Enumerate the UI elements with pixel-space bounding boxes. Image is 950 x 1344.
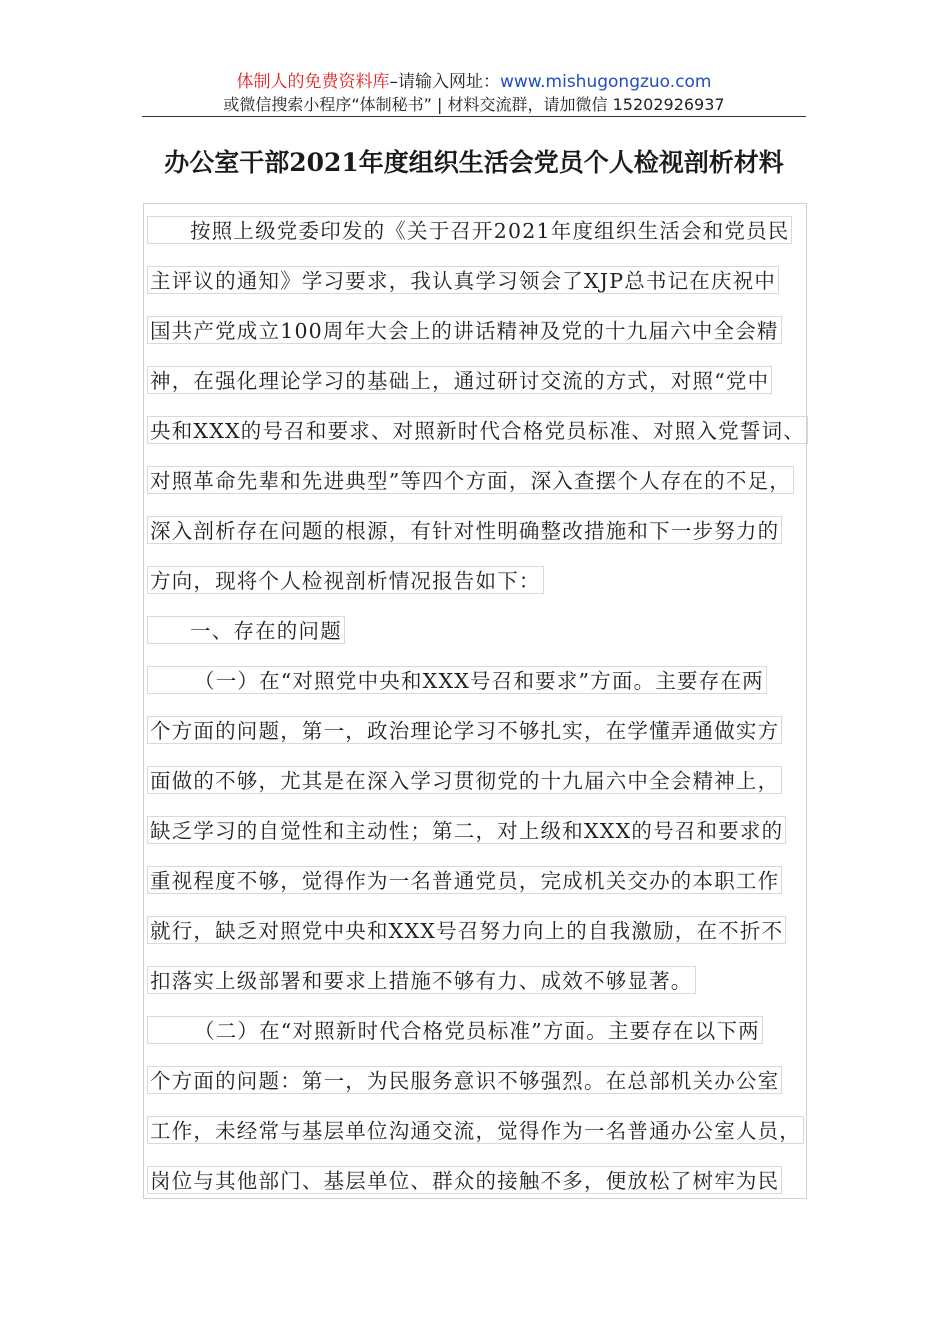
body-line: 国共产党成立100周年大会上的讲话精神及党的十九届六中全会精 — [147, 316, 782, 344]
header-divider — [142, 116, 806, 117]
body-line: 重视程度不够，觉得作为一名普通党员，完成机关交办的本职工作 — [147, 866, 782, 894]
body-line: 按照上级党委印发的《关于召开2021年度组织生活会和党员民 — [147, 216, 792, 244]
body-line: 个方面的问题，第一，政治理论学习不够扎实，在学懂弄通做实方 — [147, 716, 782, 744]
body-line: 主评议的通知》学习要求，我认真学习领会了XJP总书记在庆祝中 — [147, 266, 779, 294]
body-line: 对照革命先辈和先进典型”等四个方面，深入查摆个人存在的不足， — [147, 466, 794, 494]
body-line: 工作，未经常与基层单位沟通交流，觉得作为一名普通办公室人员， — [147, 1116, 804, 1144]
body-line: 岗位与其他部门、基层单位、群众的接触不多，便放松了树牢为民 — [147, 1166, 782, 1194]
body-line: 方向，现将个人检视剖析情况报告如下： — [147, 566, 544, 594]
body-line: （一）在“对照党中央和XXX号召和要求”方面。主要存在两 — [147, 666, 767, 694]
body-line: 央和XXX的号召和要求、对照新时代合格党员标准、对照入党誓词、 — [147, 416, 808, 444]
body-line: 深入剖析存在问题的根源，有针对性明确整改措施和下一步努力的 — [147, 516, 782, 544]
header-separator: –请输入网址： — [389, 72, 500, 92]
header-line-2: 或微信搜索小程序“体制秘书” | 材料交流群，请加微信 15202926937 — [223, 95, 725, 114]
text-frame — [143, 203, 807, 1199]
document-title: 办公室干部2021年度组织生活会党员个人检视剖析材料 — [164, 148, 784, 177]
header-brand: 体制人的免费资料库 — [236, 72, 390, 92]
body-line: 就行，缺乏对照党中央和XXX号召努力向上的自我激励，在不折不 — [147, 916, 786, 944]
body-line: （二）在“对照新时代合格党员标准”方面。主要存在以下两 — [147, 1016, 763, 1044]
body-line: 面做的不够，尤其是在深入学习贯彻党的十九届六中全会精神上， — [147, 766, 782, 794]
page-header — [142, 70, 806, 116]
header-url-link[interactable]: www.mishugongzuo.com — [499, 72, 712, 92]
body-line: 缺乏学习的自觉性和主动性；第二，对上级和XXX的号召和要求的 — [147, 816, 786, 844]
body-line: 神，在强化理论学习的基础上，通过研讨交流的方式，对照“党中 — [147, 366, 772, 394]
section-heading: 一、存在的问题 — [147, 616, 345, 644]
body-line: 个方面的问题：第一，为民服务意识不够强烈。在总部机关办公室 — [147, 1066, 782, 1094]
header-line-1 — [142, 70, 806, 94]
body-line: 扣落实上级部署和要求上措施不够有力、成效不够显著。 — [147, 966, 696, 994]
